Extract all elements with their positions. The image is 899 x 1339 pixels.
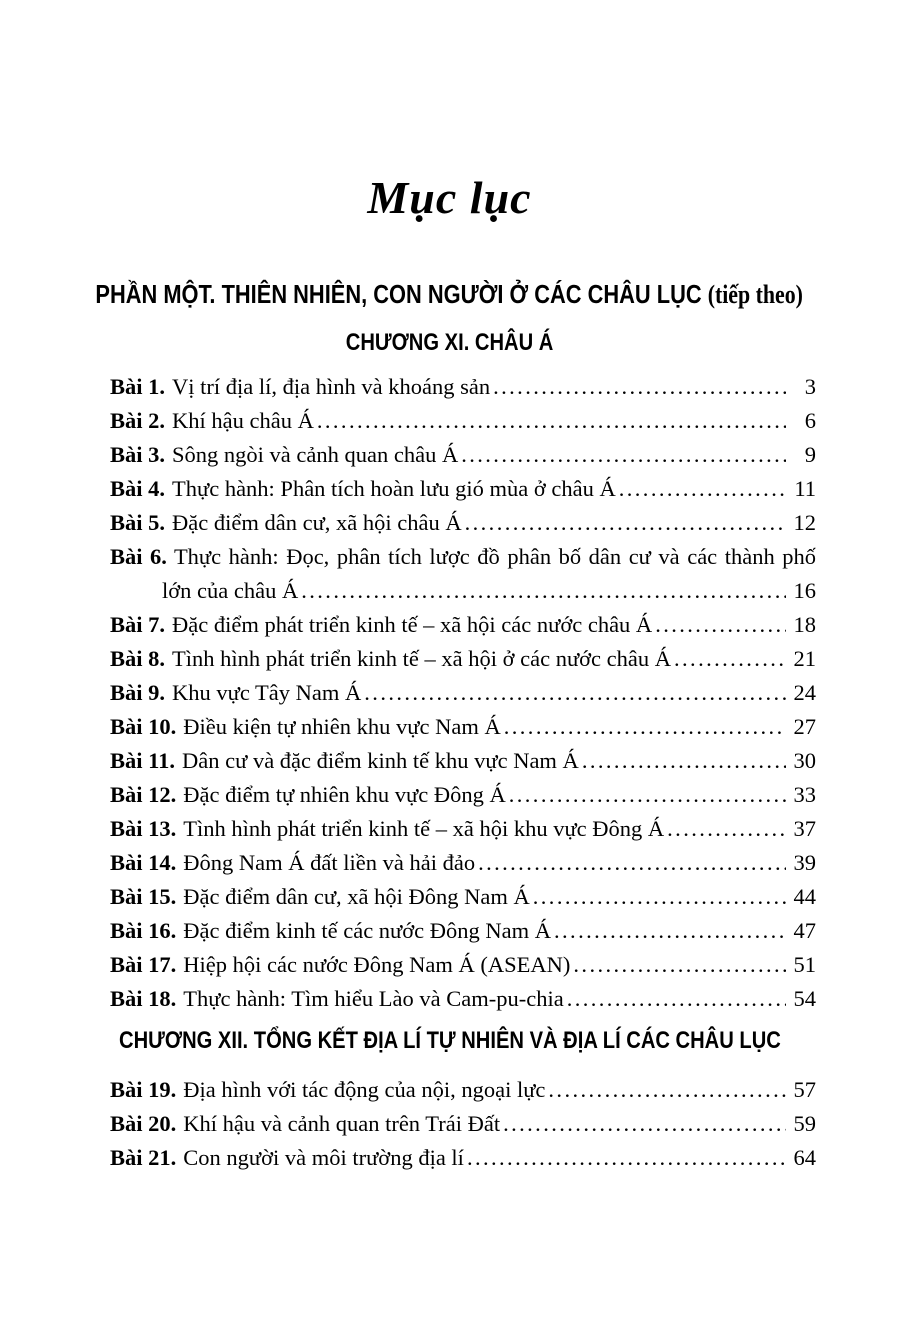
toc-entry: [110, 1073, 816, 1107]
toc-entry-wrapped: [110, 540, 816, 608]
entry-page: 6: [804, 407, 816, 433]
entry-page: 39: [793, 849, 816, 875]
dot-leader: [567, 982, 786, 1016]
entry-title: Điều kiện tự nhiên khu vực Nam Á: [183, 713, 501, 739]
entry-label: Bài 4.: [110, 475, 166, 501]
toc-entry: [110, 404, 816, 438]
entry-label: Bài 16.: [110, 917, 177, 943]
entry-label: Bài 5.: [110, 509, 166, 535]
page-title: Mục lục: [367, 172, 532, 223]
dot-leader: [504, 710, 786, 744]
dot-leader: [554, 914, 786, 948]
entry-title: Đông Nam Á đất liền và hải đảo: [183, 849, 476, 875]
entry-continuation-line: [110, 574, 816, 608]
entry-title: Khí hậu và cảnh quan trên Trái Đất: [183, 1111, 501, 1137]
entry-title: Đặc điểm phát triển kinh tế – xã hội các nước châu Á: [172, 611, 653, 637]
entry-page: 24: [793, 679, 816, 705]
entry-label: Bài 3.: [110, 441, 166, 467]
dot-leader: [573, 948, 786, 982]
entry-page: 21: [793, 645, 816, 671]
entry-title: Tình hình phát triển kinh tế – xã hội ở các nước châu Á: [172, 645, 671, 671]
entry-label: Bài 10.: [110, 713, 177, 739]
dot-leader: [619, 472, 786, 506]
dot-leader: [503, 1107, 786, 1141]
dot-leader: [674, 642, 786, 676]
dot-leader: [509, 778, 786, 812]
entry-page: 51: [793, 951, 816, 977]
toc-entry: [110, 914, 816, 948]
entry-label: Bài 21.: [110, 1145, 177, 1171]
dot-leader: [582, 744, 786, 778]
toc-list-chapter-xii: [0, 1054, 899, 1175]
entry-label: Bài 1.: [110, 373, 166, 399]
entry-title: Tình hình phát triển kinh tế – xã hội khu vực Đông Á: [183, 815, 665, 841]
dot-leader: [461, 438, 786, 472]
entry-first-line: [110, 540, 816, 574]
entry-page: 30: [793, 747, 816, 773]
entry-label: Bài 18.: [110, 985, 177, 1011]
entry-label: Bài 17.: [110, 951, 177, 977]
entry-page: 16: [793, 577, 816, 603]
dot-leader: [493, 370, 786, 404]
part-heading-suffix: (tiếp theo): [708, 279, 804, 309]
entry-title: Vị trí địa lí, địa hình và khoáng sản: [172, 373, 491, 399]
dot-leader: [465, 506, 786, 540]
entry-page: 27: [793, 713, 816, 739]
chapter-heading-xii: CHƯƠNG XII. TỔNG KẾT ĐỊA LÍ TỰ NHIÊN VÀ ĐỊA LÍ CÁC CHÂU LỤC: [118, 1026, 781, 1054]
entry-page: 59: [793, 1111, 816, 1137]
dot-leader: [478, 846, 786, 880]
entry-label: Bài 19.: [110, 1077, 177, 1103]
chapter-heading-xi: CHƯƠNG XI. CHÂU Á: [345, 329, 554, 357]
toc-entry: [110, 676, 816, 710]
entry-label: Bài 11.: [110, 747, 176, 773]
entry-title: Con người và môi trường địa lí: [183, 1145, 464, 1171]
entry-page: 33: [793, 781, 816, 807]
entry-label: Bài 6.: [110, 543, 167, 569]
toc-entry: [110, 1141, 816, 1175]
dot-leader: [364, 676, 786, 710]
toc-entry: [110, 880, 816, 914]
entry-label: Bài 9.: [110, 679, 166, 705]
entry-title: Hiệp hội các nước Đông Nam Á (ASEAN): [183, 951, 571, 977]
entry-label: Bài 2.: [110, 407, 166, 433]
entry-title: Dân cư và đặc điểm kinh tế khu vực Nam Á: [182, 747, 579, 773]
entry-title: Thực hành: Đọc, phân tích lược đồ phân bố dân cư và các thành phố: [173, 543, 816, 569]
entry-label: Bài 12.: [110, 781, 177, 807]
entry-label: Bài 14.: [110, 849, 177, 875]
toc-entry: [110, 370, 816, 404]
entry-label: Bài 15.: [110, 883, 177, 909]
dot-leader: [548, 1073, 786, 1107]
entry-title: Đặc điểm tự nhiên khu vực Đông Á: [183, 781, 506, 807]
entry-title: Khí hậu châu Á: [172, 407, 314, 433]
entry-page: 54: [793, 985, 816, 1011]
entry-title: Thực hành: Tìm hiểu Lào và Cam-pu-chia: [183, 985, 564, 1011]
toc-entry: [110, 982, 816, 1016]
dot-leader: [533, 880, 786, 914]
part-heading: [0, 279, 899, 310]
entry-title: Đặc điểm kinh tế các nước Đông Nam Á: [183, 917, 551, 943]
toc-entry: [110, 642, 816, 676]
dot-leader: [301, 574, 786, 608]
entry-page: 44: [793, 883, 816, 909]
entry-page: 18: [793, 611, 816, 637]
entry-page: 11: [794, 475, 816, 501]
entry-page: 9: [804, 441, 816, 467]
entry-title: Đặc điểm dân cư, xã hội Đông Nam Á: [183, 883, 530, 909]
entry-title: Địa hình với tác động của nội, ngoại lực: [183, 1077, 546, 1103]
toc-entry: [110, 1107, 816, 1141]
entry-title: Sông ngòi và cảnh quan châu Á: [172, 441, 459, 467]
entry-title: Thực hành: Phân tích hoàn lưu gió mùa ở châu Á: [172, 475, 616, 501]
entry-label: Bài 8.: [110, 645, 166, 671]
toc-entry: [110, 438, 816, 472]
dot-leader: [317, 404, 786, 438]
toc-entry: [110, 846, 816, 880]
part-heading-main: PHẦN MỘT. THIÊN NHIÊN, CON NGƯỜI Ở CÁC CHÂU LỤC: [95, 278, 702, 309]
toc-entry: [110, 608, 816, 642]
entry-page: 57: [793, 1077, 816, 1103]
entry-label: Bài 7.: [110, 611, 166, 637]
entry-title-continued: lớn của châu Á: [162, 577, 299, 603]
entry-label: Bài 13.: [110, 815, 177, 841]
toc-entry: [110, 778, 816, 812]
toc-entry: [110, 744, 816, 778]
entry-label: Bài 20.: [110, 1111, 177, 1137]
dot-leader: [667, 812, 786, 846]
toc-list-chapter-xi: [0, 357, 899, 1016]
dot-leader: [467, 1141, 786, 1175]
toc-entry: [110, 812, 816, 846]
entry-page: 47: [793, 917, 816, 943]
toc-entry: [110, 948, 816, 982]
dot-leader: [655, 608, 786, 642]
toc-entry: [110, 710, 816, 744]
entry-page: 64: [793, 1145, 816, 1171]
toc-entry: [110, 472, 816, 506]
entry-title: Khu vực Tây Nam Á: [172, 679, 362, 705]
entry-page: 12: [793, 509, 816, 535]
toc-entry: [110, 506, 816, 540]
entry-page: 37: [793, 815, 816, 841]
entry-page: 3: [804, 373, 816, 399]
entry-title: Đặc điểm dân cư, xã hội châu Á: [172, 509, 462, 535]
